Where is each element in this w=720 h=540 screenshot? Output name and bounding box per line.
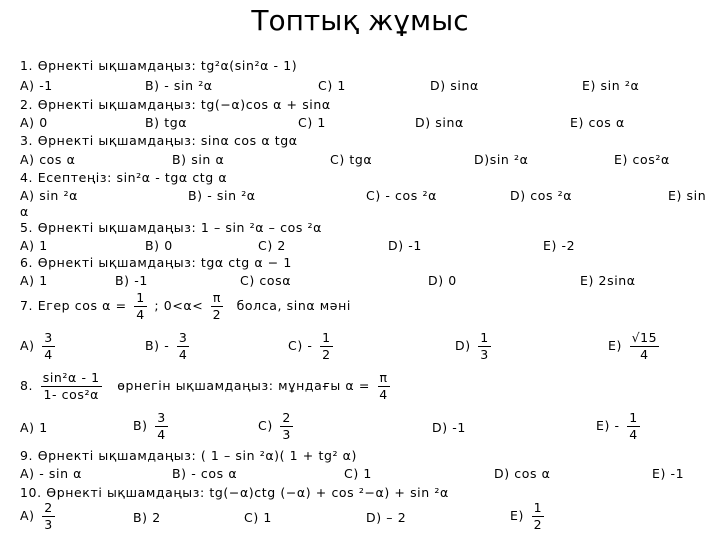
- q5-option-b: B) 0: [145, 238, 173, 253]
- q9-option-c: C) 1: [344, 466, 372, 481]
- q2-option-e: E) cos α: [570, 115, 625, 130]
- q7-prefix: 7. Егер cos α =: [20, 298, 127, 313]
- q3-option-e: E) cos²α: [614, 152, 670, 167]
- q2-option-a: A) 0: [20, 115, 48, 130]
- q8-fraction-pi: $\frac{\pi}{4}$: [379, 370, 388, 402]
- question-6: 6. Өрнекті ықшамдаңыз: tgα ctg α − 1: [20, 255, 292, 270]
- question-10: 10. Өрнекті ықшамдаңыз: tg(−α)ctg (−α) + cos ²−α) + sin ²α: [20, 485, 449, 500]
- q8-expression: $\frac{\text{sin²α - 1}}{\text{1- cos²α}}$: [42, 370, 100, 402]
- q6-option-b: B) -1: [115, 273, 148, 288]
- q4-option-a: A) sin ²α: [20, 188, 78, 203]
- q7-option-a: A) $\frac{3}{4}$: [20, 330, 53, 362]
- q10-option-a: A) $\frac{2}{3}$: [20, 500, 53, 532]
- q1-option-c: C) 1: [318, 78, 346, 93]
- q5-option-d: D) -1: [388, 238, 422, 253]
- q7-fraction-cos: $\frac{1}{4}$: [136, 290, 145, 322]
- q1-option-d: D) sinα: [430, 78, 479, 93]
- q10-option-e: E) $\frac{1}{2}$: [510, 500, 543, 532]
- page-title: Топтық жұмыс: [251, 4, 469, 37]
- q8-option-d: D) -1: [432, 420, 466, 435]
- q2-option-d: D) sinα: [415, 115, 464, 130]
- q7-option-c: C) - $\frac{1}{2}$: [288, 330, 331, 362]
- question-4: 4. Есептеңіз: sin²α - tgα ctg α: [20, 170, 228, 185]
- q6-option-c: C) cosα: [240, 273, 292, 288]
- q8-option-c: C) $\frac{2}{3}$: [258, 410, 291, 442]
- q5-option-a: A) 1: [20, 238, 48, 253]
- q9-option-b: B) - cos α: [172, 466, 238, 481]
- q3-option-b: B) sin α: [172, 152, 225, 167]
- q7-option-b: B) - $\frac{3}{4}$: [145, 330, 188, 362]
- q1-option-e: E) sin ²α: [582, 78, 640, 93]
- q8-prefix: 8.: [20, 378, 34, 393]
- q3-option-c: C) tgα: [330, 152, 373, 167]
- q4-option-d: D) cos ²α: [510, 188, 573, 203]
- question-5: 5. Өрнекті ықшамдаңыз: 1 – sin ²α – cos ²α: [20, 220, 322, 235]
- q8-option-e: E) - $\frac{1}{4}$: [596, 410, 638, 442]
- q5-option-e: E) -2: [543, 238, 576, 253]
- q6-option-a: A) 1: [20, 273, 48, 288]
- q1-option-a: A) -1: [20, 78, 53, 93]
- q4-option-e-continued: α: [20, 204, 29, 219]
- q6-option-d: D) 0: [428, 273, 457, 288]
- q10-option-c: C) 1: [244, 510, 272, 525]
- q10-option-b: B) 2: [133, 510, 161, 525]
- q8-option-a: A) 1: [20, 420, 48, 435]
- q9-option-a: A) - sin α: [20, 466, 83, 481]
- q3-option-a: A) cos α: [20, 152, 76, 167]
- q3-option-d: D)sin ²α: [474, 152, 529, 167]
- q9-option-e: E) -1: [652, 466, 685, 481]
- q2-option-b: B) tgα: [145, 115, 188, 130]
- question-2: 2. Өрнекті ықшамдаңыз: tg(−α)cos α + sinα: [20, 97, 331, 112]
- question-9: 9. Өрнекті ықшамдаңыз: ( 1 – sin ²α)( 1 + tg² α): [20, 448, 357, 463]
- question-3: 3. Өрнекті ықшамдаңыз: sinα cos α tgα: [20, 133, 298, 148]
- question-7: [20, 290, 351, 323]
- q9-option-d: D) cos α: [494, 466, 551, 481]
- q7-option-d: D) $\frac{1}{3}$: [455, 330, 489, 362]
- q5-option-c: C) 2: [258, 238, 286, 253]
- q7-option-e: E) $\frac{√15}{4}$: [608, 330, 658, 362]
- q4-option-c: C) - cos ²α: [366, 188, 437, 203]
- q2-option-c: C) 1: [298, 115, 326, 130]
- q7-fraction-pi: $\frac{\pi}{2}$: [212, 290, 222, 322]
- q6-option-e: E) 2sinα: [580, 273, 636, 288]
- q4-option-b: B) - sin ²α: [188, 188, 256, 203]
- question-1: 1. Өрнекті ықшамдаңыз: tg²α(sin²α - 1): [20, 58, 298, 73]
- question-8: [20, 370, 393, 403]
- q1-option-b: B) - sin ²α: [145, 78, 213, 93]
- q8-condition: өрнегін ықшамдаңыз: мұндағы α =: [117, 378, 370, 393]
- q7-range: ; 0<α<: [154, 298, 204, 313]
- q7-suffix: болса, sinα мәні: [236, 298, 351, 313]
- q4-option-e: E) sin: [668, 188, 707, 203]
- q8-option-b: B) $\frac{3}{4}$: [133, 410, 166, 442]
- q10-option-d: D) – 2: [366, 510, 407, 525]
